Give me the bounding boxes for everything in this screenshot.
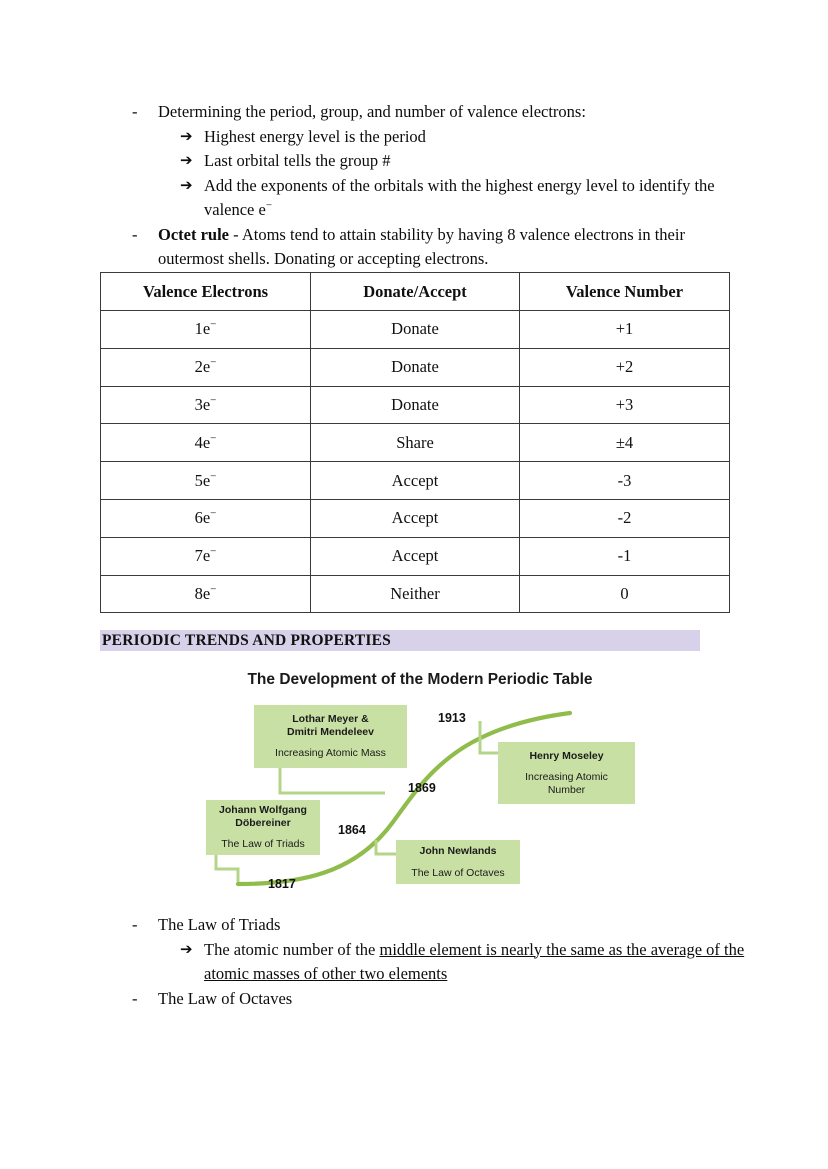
year-label-1817: 1817: [268, 877, 296, 891]
diagram-title: The Development of the Modern Periodic Table: [247, 671, 593, 688]
dash-bullet-icon: -: [132, 988, 138, 1008]
table-row: [101, 386, 730, 424]
name-line-2: Dmitri Mendeleev: [287, 725, 374, 738]
name-line-1: Johann Wolfgang: [219, 804, 307, 817]
dash-bullet-icon: -: [132, 102, 138, 121]
superscript-minus: −: [210, 356, 217, 369]
cell-electrons: [101, 499, 311, 537]
diagram-box-description: The Law of Triads: [221, 838, 305, 851]
list-item-label: [204, 174, 750, 223]
superscript-minus: −: [210, 432, 217, 445]
cell-action: Accept: [311, 537, 520, 575]
superscript-minus: −: [265, 199, 273, 212]
superscript-minus: −: [210, 318, 217, 331]
cell-number: 0: [520, 575, 730, 613]
connector-dobereiner: [216, 855, 238, 882]
cell-text: 4e: [194, 432, 211, 452]
diagram-box-description: [525, 771, 608, 796]
notes-bottom-block: [110, 913, 750, 1011]
cell-text: 2e: [194, 357, 211, 377]
list-item-label: The Law of Octaves: [158, 988, 293, 1008]
diagram-box-description: Increasing Atomic Mass: [275, 747, 386, 760]
name-line-2: Döbereiner: [235, 816, 291, 829]
list-item: [132, 913, 750, 938]
diagram-box-name: Henry Moseley: [529, 749, 604, 762]
cell-action: Share: [311, 424, 520, 462]
diagram-box-moseley: [498, 742, 635, 804]
desc-line-1: Increasing Atomic: [525, 771, 608, 784]
list-item: [180, 174, 750, 223]
superscript-minus: −: [210, 470, 217, 483]
cell-electrons: [101, 348, 311, 386]
diagram-box-dobereiner: [206, 800, 320, 855]
list-item-label: Highest energy level is the period: [204, 126, 426, 146]
column-header-valence-number: Valence Number: [520, 273, 730, 311]
superscript-minus: −: [210, 394, 217, 407]
list-item-label: [158, 223, 750, 272]
cell-action: Donate: [311, 348, 520, 386]
valence-electrons-table: [100, 272, 730, 613]
list-item-label: The Law of Triads: [158, 915, 281, 934]
list-item: [132, 100, 750, 125]
octet-rule-definition: - Atoms tend to attain stability by having 8 valence electrons in their outermost shells. Donating or accepting electrons.: [158, 224, 685, 268]
name-line-1: Lothar Meyer &: [292, 713, 369, 726]
superscript-minus: −: [210, 545, 217, 558]
column-header-valence-electrons: Valence Electrons: [101, 273, 311, 311]
cell-electrons: [101, 311, 311, 349]
cell-text: 3e: [194, 394, 211, 414]
cell-text: 8e: [194, 583, 211, 603]
cell-electrons: [101, 424, 311, 462]
list-item: [180, 125, 750, 150]
dash-bullet-icon: -: [132, 224, 138, 244]
list-item-label: Determining the period, group, and number of valence electrons:: [158, 102, 586, 121]
diagram-box-name: [219, 804, 307, 829]
notes-top-block: [110, 100, 750, 272]
cell-text: 7e: [194, 546, 211, 566]
diagram-box-name: John Newlands: [419, 845, 497, 857]
list-item: [132, 987, 750, 1012]
diagram-box-meyer-mendeleev: [254, 705, 407, 768]
triads-plain-text: The atomic number of the: [204, 939, 380, 959]
cell-number: -2: [520, 499, 730, 537]
diagram-box-newlands: [396, 840, 520, 884]
section-heading-periodic-trends: PERIODIC TRENDS AND PROPERTIES: [100, 630, 700, 651]
table-body: [101, 311, 730, 613]
connector-newlands: [376, 840, 396, 854]
table-row: [101, 537, 730, 575]
year-label-1864: 1864: [338, 823, 366, 837]
octet-rule-term: Octet rule: [158, 224, 230, 244]
year-label-1869: 1869: [408, 781, 436, 795]
superscript-minus: −: [210, 507, 217, 520]
cell-electrons: [101, 537, 311, 575]
table-row: [101, 311, 730, 349]
list-item: [180, 938, 750, 987]
arrow-bullet-icon: ➔: [180, 153, 193, 169]
table-row: [101, 499, 730, 537]
cell-number: +1: [520, 311, 730, 349]
table-header-row: [101, 273, 730, 311]
cell-electrons: [101, 462, 311, 500]
list-item-text: Add the exponents of the orbitals with the highest energy level to identify the valence e: [204, 175, 715, 219]
table-row: [101, 575, 730, 613]
column-header-donate-accept: Donate/Accept: [311, 273, 520, 311]
cell-action: Donate: [311, 386, 520, 424]
connector-meyer-mendeleev: [280, 768, 385, 793]
arrow-bullet-icon: ➔: [180, 941, 193, 958]
cell-number: +2: [520, 348, 730, 386]
periodic-table-development-diagram: [180, 662, 660, 907]
list-item-label: [204, 938, 750, 987]
cell-text: 6e: [194, 508, 211, 528]
cell-text: 1e: [194, 319, 211, 339]
table-row: [101, 462, 730, 500]
cell-action: Neither: [311, 575, 520, 613]
cell-electrons: [101, 386, 311, 424]
cell-number: -1: [520, 537, 730, 575]
arrow-bullet-icon: ➔: [180, 128, 193, 145]
year-label-1913: 1913: [438, 711, 466, 725]
superscript-minus: −: [210, 583, 217, 596]
cell-action: Accept: [311, 462, 520, 500]
cell-number: -3: [520, 462, 730, 500]
cell-text: 5e: [194, 470, 211, 490]
cell-electrons: [101, 575, 311, 613]
list-item: [180, 149, 750, 174]
cell-number: +3: [520, 386, 730, 424]
cell-action: Donate: [311, 311, 520, 349]
diagram-box-name: [287, 713, 374, 738]
cell-action: Accept: [311, 499, 520, 537]
triads-underlined-text: middle element is nearly the same as the average of the atomic masses of other two elements: [204, 939, 745, 983]
table-row: [101, 348, 730, 386]
cell-number: ±4: [520, 424, 730, 462]
dash-bullet-icon: -: [132, 915, 138, 934]
table-row: [101, 424, 730, 462]
list-item: [132, 223, 750, 272]
list-item-label: Last orbital tells the group #: [204, 151, 391, 170]
diagram-box-description: The Law of Octaves: [411, 866, 505, 879]
desc-line-2: Number: [547, 783, 586, 796]
arrow-bullet-icon: ➔: [180, 177, 193, 194]
